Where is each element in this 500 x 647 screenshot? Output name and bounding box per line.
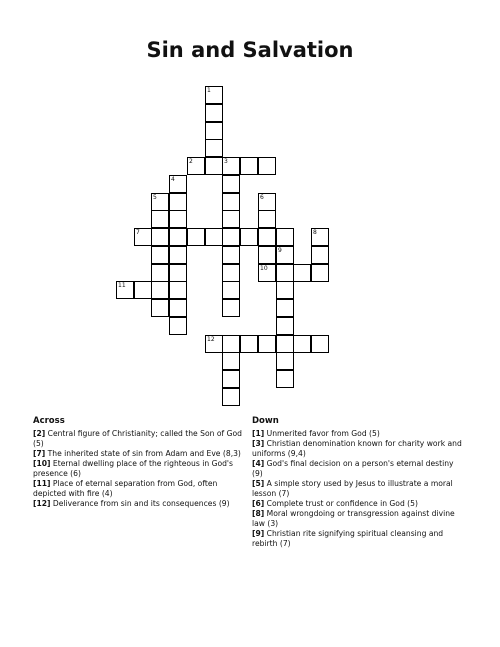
grid-cell[interactable] [205, 157, 223, 175]
clue-number: 9 [278, 247, 282, 254]
grid-cell[interactable] [311, 228, 329, 246]
grid-cell[interactable] [276, 246, 294, 264]
across-clue [33, 429, 243, 449]
grid-cell[interactable] [134, 228, 152, 246]
down-clue [252, 529, 464, 549]
grid-cell[interactable] [258, 193, 276, 211]
clue-text: Eternal dwelling place of the righteous in God's presence (6) [33, 459, 233, 478]
grid-cell[interactable] [258, 335, 276, 353]
grid-cell[interactable] [276, 281, 294, 299]
grid-cell[interactable] [276, 299, 294, 317]
grid-cell[interactable] [240, 335, 258, 353]
down-clue [252, 499, 464, 509]
grid-cell[interactable] [222, 157, 240, 175]
grid-cell[interactable] [205, 86, 223, 104]
clue-text: Unmerited favor from God (5) [264, 429, 380, 438]
grid-cell[interactable] [258, 210, 276, 228]
grid-cell[interactable] [116, 281, 134, 299]
across-clue [33, 459, 243, 479]
clue-text: Deliverance from sin and its consequences (9) [50, 499, 230, 508]
grid-cell[interactable] [293, 264, 311, 282]
clue-number: [11] [33, 479, 51, 488]
grid-cell[interactable] [169, 228, 187, 246]
grid-cell[interactable] [169, 246, 187, 264]
grid-cell[interactable] [240, 228, 258, 246]
clue-text: Christian denomination known for charity work and uniforms (9,4) [252, 439, 462, 458]
grid-cell[interactable] [205, 335, 223, 353]
grid-cell[interactable] [258, 157, 276, 175]
grid-cell[interactable] [187, 228, 205, 246]
grid-cell[interactable] [311, 335, 329, 353]
grid-cell[interactable] [151, 193, 169, 211]
clue-number: 5 [153, 194, 157, 201]
grid-cell[interactable] [151, 246, 169, 264]
grid-cell[interactable] [151, 228, 169, 246]
grid-cell[interactable] [187, 157, 205, 175]
clue-number: 8 [313, 229, 317, 236]
clue-number: [2] [33, 429, 46, 438]
grid-cell[interactable] [222, 193, 240, 211]
grid-cell[interactable] [311, 246, 329, 264]
clue-number: 4 [171, 176, 175, 183]
grid-cell[interactable] [151, 299, 169, 317]
grid-cell[interactable] [222, 299, 240, 317]
clue-text: The inherited state of sin from Adam and Eve (8,3) [45, 449, 241, 458]
across-clue [33, 449, 243, 459]
clue-number: [8] [252, 509, 265, 518]
grid-cell[interactable] [276, 317, 294, 335]
grid-cell[interactable] [169, 210, 187, 228]
clue-number: 11 [118, 282, 126, 289]
grid-cell[interactable] [222, 281, 240, 299]
grid-cell[interactable] [293, 335, 311, 353]
grid-cell[interactable] [134, 281, 152, 299]
clue-number: [7] [33, 449, 46, 458]
clue-text: Christian rite signifying spiritual cleansing and rebirth (7) [252, 529, 444, 548]
down-clue [252, 439, 464, 459]
grid-cell[interactable] [222, 388, 240, 406]
grid-cell[interactable] [222, 175, 240, 193]
across-clue [33, 479, 243, 499]
down-clue [252, 459, 464, 479]
clue-number: 6 [260, 194, 264, 201]
grid-cell[interactable] [311, 264, 329, 282]
grid-cell[interactable] [276, 370, 294, 388]
clue-number: [1] [252, 429, 265, 438]
grid-cell[interactable] [169, 264, 187, 282]
clue-number: [5] [252, 479, 265, 488]
clue-number: [6] [252, 499, 265, 508]
down-clue [252, 479, 464, 499]
down-clue-list [252, 429, 464, 549]
grid-cell[interactable] [169, 317, 187, 335]
grid-cell[interactable] [169, 193, 187, 211]
grid-cell[interactable] [276, 352, 294, 370]
grid-cell[interactable] [151, 264, 169, 282]
clue-number: 7 [136, 229, 140, 236]
puzzle-title: Sin and Salvation [146, 38, 354, 62]
grid-cell[interactable] [258, 246, 276, 264]
grid-cell[interactable] [258, 264, 276, 282]
grid-cell[interactable] [276, 335, 294, 353]
grid-cell[interactable] [169, 281, 187, 299]
across-heading: Across [33, 416, 65, 426]
clue-text: Central figure of Christianity; called the Son of God (5) [33, 429, 242, 448]
grid-cell[interactable] [222, 352, 240, 370]
clue-number: [10] [33, 459, 51, 468]
clue-text: Complete trust or confidence in God (5) [264, 499, 418, 508]
clue-number: [12] [33, 499, 51, 508]
across-clues [33, 416, 243, 509]
grid-cell[interactable] [222, 264, 240, 282]
grid-cell[interactable] [169, 175, 187, 193]
across-clue-list [33, 429, 243, 509]
grid-cell[interactable] [205, 122, 223, 140]
grid-cell[interactable] [222, 246, 240, 264]
across-clue [33, 499, 243, 509]
down-clue [252, 429, 464, 439]
clue-number: [4] [252, 459, 265, 468]
grid-cell[interactable] [205, 104, 223, 122]
clue-number: 10 [260, 265, 268, 272]
grid-cell[interactable] [276, 264, 294, 282]
clue-number: 12 [207, 336, 215, 343]
clue-text: God's final decision on a person's eternal destiny (9) [252, 459, 454, 478]
grid-cell[interactable] [169, 299, 187, 317]
grid-cell[interactable] [151, 210, 169, 228]
down-clue [252, 509, 464, 529]
grid-cell[interactable] [240, 157, 258, 175]
grid-cell[interactable] [151, 281, 169, 299]
grid-cell[interactable] [222, 228, 240, 246]
grid-cell[interactable] [222, 370, 240, 388]
clue-number: 3 [224, 158, 228, 165]
down-clues [252, 416, 464, 549]
grid-cell[interactable] [222, 335, 240, 353]
grid-cell[interactable] [222, 210, 240, 228]
down-heading: Down [252, 416, 279, 426]
clue-number: 1 [207, 87, 211, 94]
grid-cell[interactable] [205, 139, 223, 157]
clue-number: [9] [252, 529, 265, 538]
clue-text: Moral wrongdoing or transgression against divine law (3) [252, 509, 455, 528]
clue-text: A simple story used by Jesus to illustrate a moral lesson (7) [252, 479, 453, 498]
grid-cell[interactable] [205, 228, 223, 246]
clue-number: [3] [252, 439, 265, 448]
clue-number: 2 [189, 158, 193, 165]
grid-cell[interactable] [258, 228, 276, 246]
clue-text: Place of eternal separation from God, often depicted with fire (4) [33, 479, 218, 498]
grid-cell[interactable] [276, 228, 294, 246]
